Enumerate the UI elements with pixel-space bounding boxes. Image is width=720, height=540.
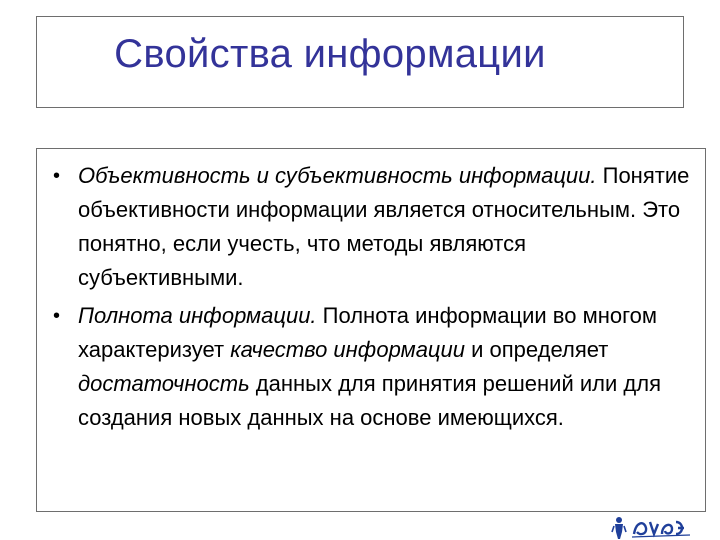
bullet-text-segment: достаточность xyxy=(78,371,250,396)
bullet-marker: • xyxy=(53,305,61,327)
bullet-item xyxy=(53,159,695,295)
bullet-text-segment: Полнота информации. xyxy=(78,303,317,328)
content-box xyxy=(36,148,706,512)
bullet-marker: • xyxy=(53,165,61,187)
bullet-item xyxy=(53,299,695,435)
slide-title: Свойства информации xyxy=(114,32,546,76)
bullet-list xyxy=(53,159,695,435)
bullet-text-segment: данных для принятия решений или для создания новых данных на основе имеющихся. xyxy=(78,371,661,430)
bullet-text-segment: и определяет xyxy=(464,337,609,362)
title-box xyxy=(36,16,684,108)
bullet-text-segment: Объективность и субъективность информации. xyxy=(78,163,597,188)
bullet-text-segment: Понятие объективности информации является относительным. Это понятно, если учесть, что методы являются субъективными. xyxy=(78,163,690,290)
university-logo-icon xyxy=(610,514,710,540)
bullet-text-segment: Полнота информации во многом характеризует xyxy=(78,303,657,362)
bullet-text-segment: качество информации xyxy=(230,337,465,362)
